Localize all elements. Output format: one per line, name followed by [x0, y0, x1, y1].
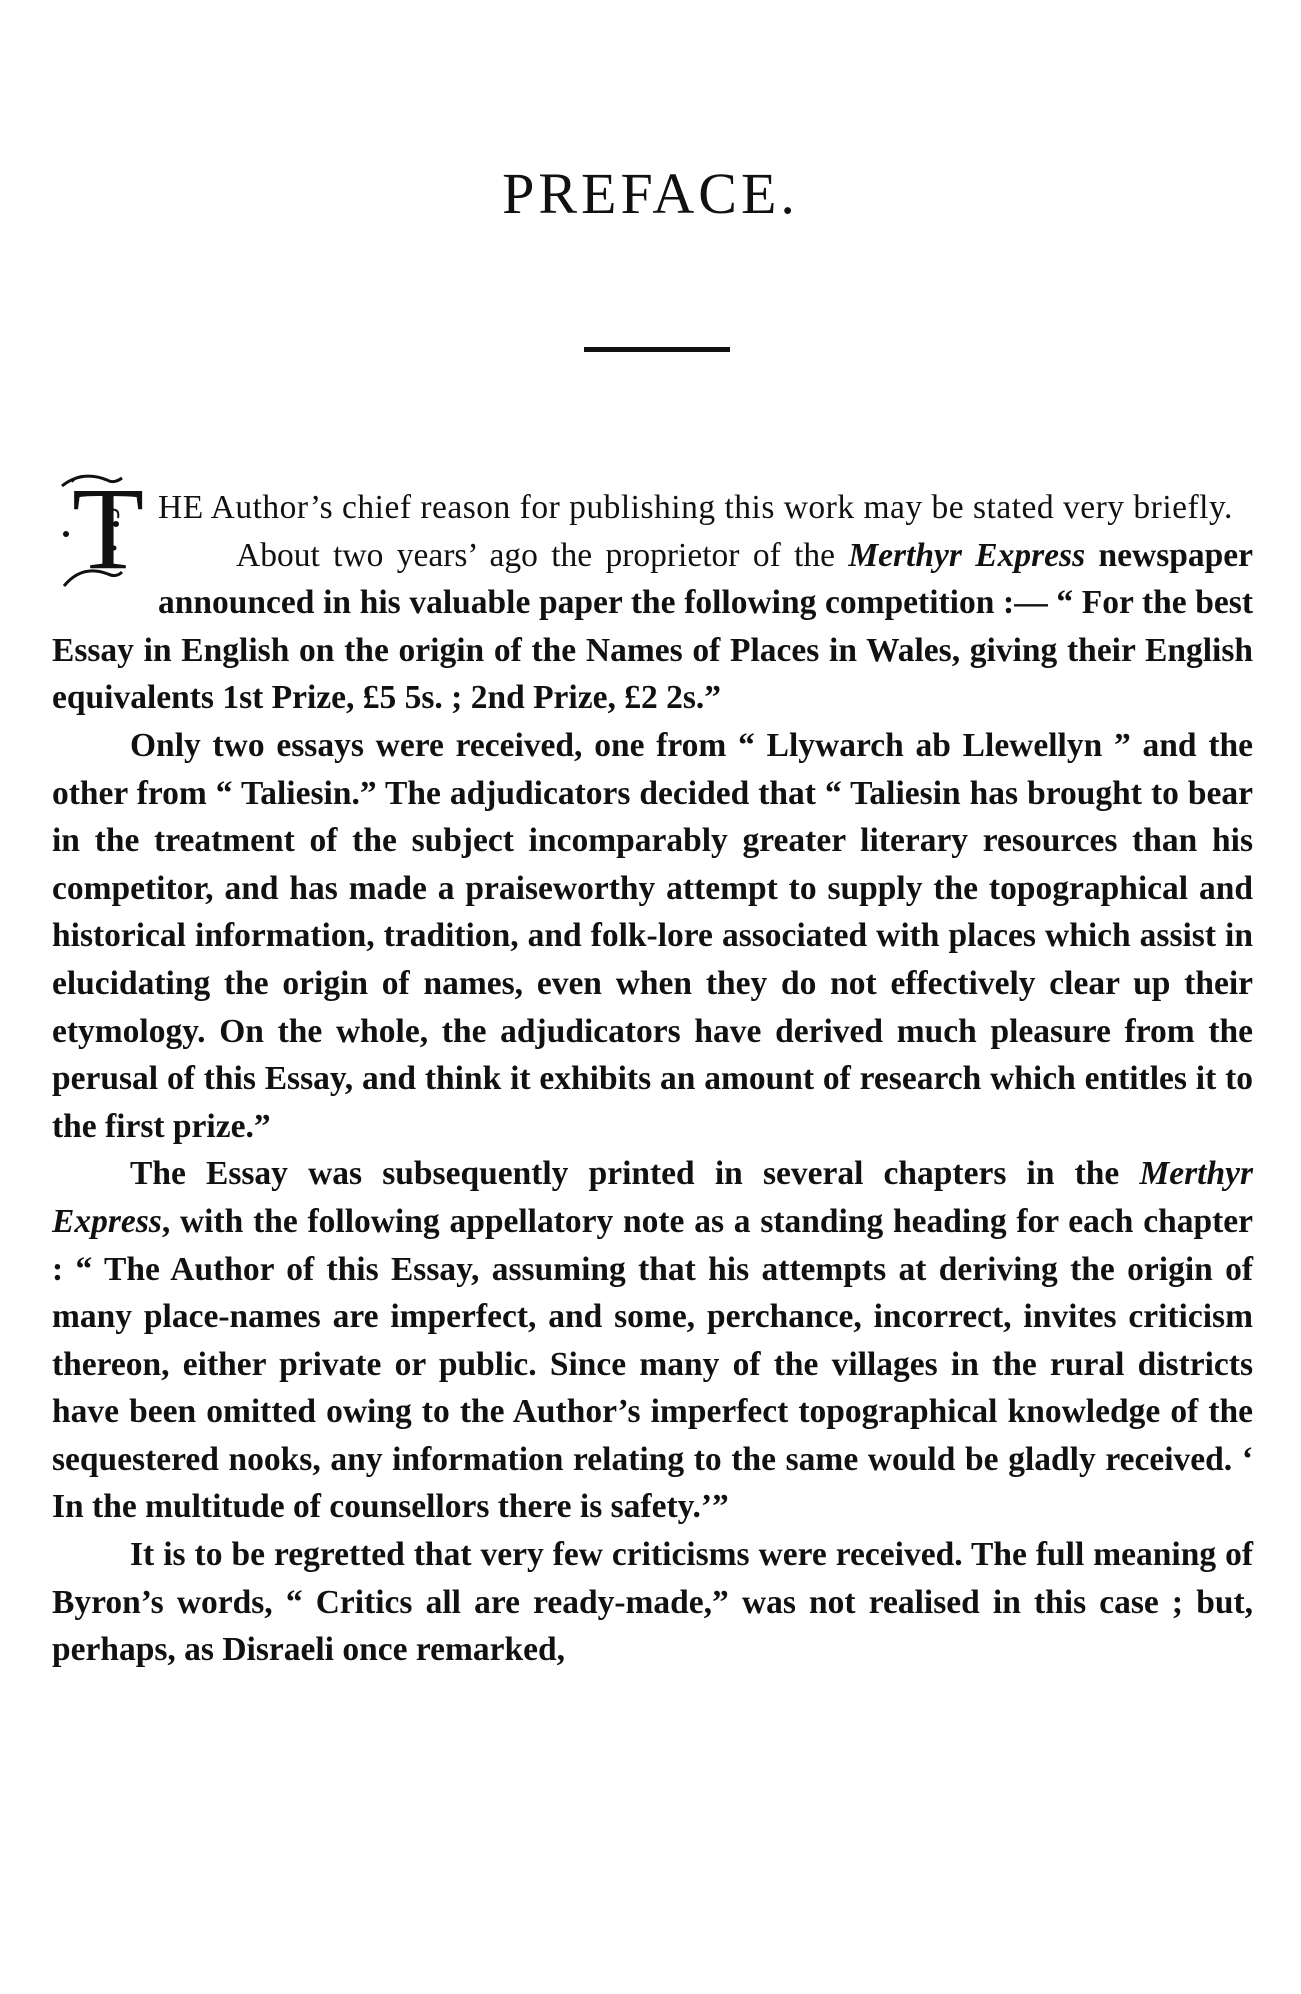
paragraph-2 — [52, 532, 1253, 722]
paragraph-5-text: It is to be regretted that very few criticisms were received. The full meaning of Byron’s words, “ Critics all are ready-made,” was not realised in this case ; but, perhaps, as Disraeli once remarked, — [52, 1536, 1253, 1669]
dropcap-ornament — [52, 463, 152, 594]
paragraph-4-italic: Merthyr Express — [52, 1155, 1253, 1240]
paragraph-4-text-a: The Essay was subsequently printed in several chapters in the — [130, 1155, 1140, 1193]
paragraph-4 — [52, 1150, 1253, 1531]
dropcap-letter: T — [72, 463, 145, 594]
paragraph-5 — [52, 1531, 1253, 1674]
paragraph-2-italic: Merthyr Express — [848, 536, 1086, 574]
paragraph-3 — [52, 722, 1253, 1150]
paragraph-4-text-b: , with the following appellatory note as a standing heading for each chapter : “ The Author of this Essay, assuming that his attempts at deriving the origin of many place-names are imperfect, and some, perchance, incorrect, invites criticism thereon, either private or public. Since many of the villages in the rural districts have been omitted owing to the Author’s imperfect topographical knowledge of the sequestered nooks, any information relating to the same would be gladly received. ‘ In the multitude of counsellors there is safety.’” — [52, 1202, 1253, 1526]
paragraph-3-text: Only two essays were received, one from “ Llywarch ab Llewellyn ” and the other from “ Taliesin.” The adjudicators decided that “ Taliesin has brought to bear in the treatment of the subject incomparably greater literary resources than his competitor, and has made a praiseworthy attempt to supply the topographical and historical information, tradition, and folk-lore associated with places which assist in elucidating the origin of names, even when they do not effectively clear up their etymology. On the whole, the adjudicators have derived much pleasure from the perusal of this Essay, and think it exhibits an amount of research which entitles it to the first prize.” — [52, 726, 1253, 1145]
title-rule — [584, 347, 730, 352]
paragraph-2-text-a: About two years’ ago the proprietor of the — [236, 536, 849, 574]
preface-text — [52, 463, 1253, 1674]
paragraph-2-text-b: newspaper announced in his valuable paper the following competition :— “ For the best Essay in English on the origin of the Names of Places in Wales, giving their English equivalents 1st Prize, £5 5s. ; 2nd Prize, £2 2s.” — [52, 536, 1253, 717]
paragraph-1 — [52, 484, 1253, 532]
paragraph-1-text: HE Author’s chief reason for publishing this work may be stated very briefly. — [158, 489, 1233, 526]
page-title: PREFACE. — [502, 161, 799, 226]
